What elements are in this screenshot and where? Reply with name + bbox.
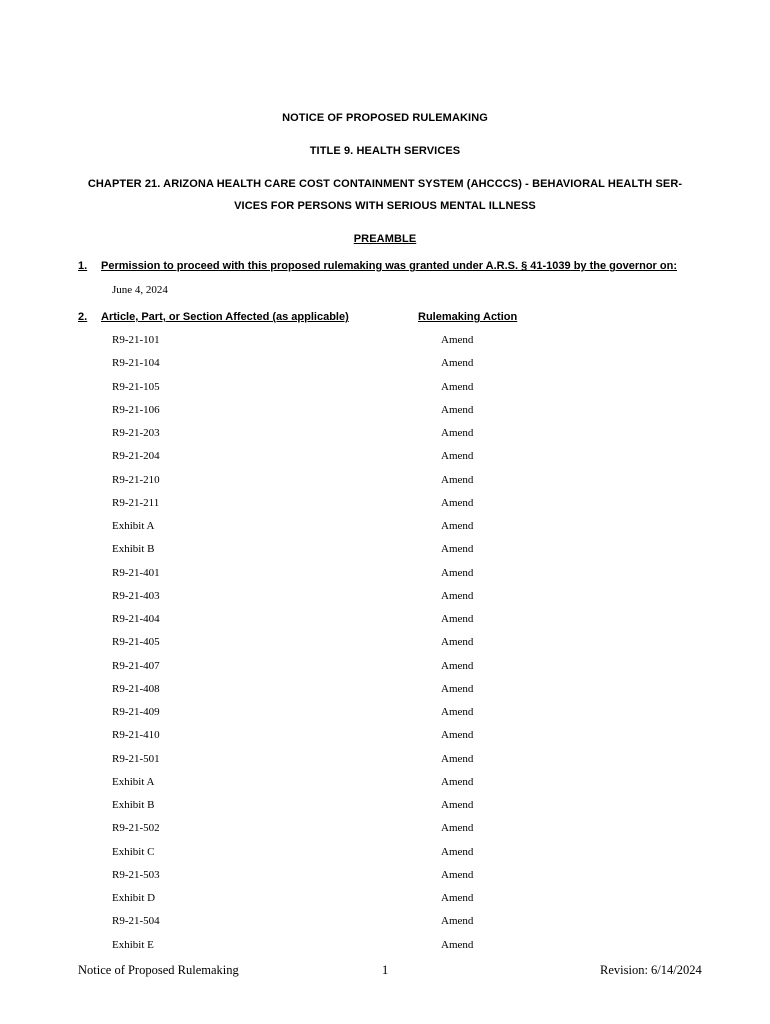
column-header-section: Article, Part, or Section Affected (as applicable) [101, 311, 349, 323]
action-cell: Amend [441, 775, 474, 788]
item-1-number: 1. [78, 260, 88, 272]
table-row [0, 427, 770, 441]
table-row [0, 334, 770, 348]
table-row [0, 474, 770, 488]
section-cell: R9-21-401 [112, 566, 160, 579]
chapter-heading-line-2: VICES FOR PERSONS WITH SERIOUS MENTAL ILLNESS [234, 200, 536, 212]
section-cell: R9-21-504 [112, 915, 160, 928]
table-row [0, 753, 770, 767]
section-cell: R9-21-409 [112, 706, 160, 718]
action-cell: Amend [441, 496, 474, 509]
table-row [0, 636, 770, 650]
action-cell: Amend [441, 729, 474, 742]
action-cell: Amend [441, 566, 474, 579]
chapter-heading-line-1: CHAPTER 21. ARIZONA HEALTH CARE COST CONTAINMENT SYSTEM (AHCCCS) - BEHAVIORAL HEALTH SER- [87, 178, 683, 190]
action-cell: Amend [441, 799, 474, 811]
table-row [0, 404, 770, 418]
section-cell: R9-21-211 [112, 496, 160, 509]
section-cell: R9-21-503 [112, 868, 160, 881]
table-row [0, 520, 770, 534]
action-cell: Amend [441, 450, 474, 463]
table-row [0, 613, 770, 627]
table-row [0, 567, 770, 581]
table-row [0, 915, 770, 929]
table-row [0, 846, 770, 860]
action-cell: Amend [441, 589, 474, 602]
section-cell: Exhibit D [112, 892, 156, 904]
section-cell: R9-21-104 [112, 357, 160, 370]
column-header-action: Rulemaking Action [418, 311, 518, 323]
title-heading: TITLE 9. HEALTH SERVICES [309, 145, 461, 157]
item-2-number: 2. [78, 311, 88, 323]
section-cell: R9-21-203 [112, 427, 160, 439]
section-cell: R9-21-101 [112, 334, 160, 346]
action-cell: Amend [441, 845, 474, 858]
action-cell: Amend [441, 520, 474, 532]
section-cell: Exhibit B [112, 799, 155, 811]
document-title: NOTICE OF PROPOSED RULEMAKING [282, 112, 488, 124]
table-row [0, 497, 770, 511]
section-cell: Exhibit A [112, 775, 155, 788]
table-row [0, 590, 770, 604]
table-row [0, 799, 770, 813]
table-row [0, 357, 770, 371]
section-cell: R9-21-210 [112, 473, 160, 486]
action-cell: Amend [441, 473, 474, 486]
action-cell: Amend [441, 752, 474, 765]
table-row [0, 660, 770, 674]
table-row [0, 683, 770, 697]
section-cell: R9-21-410 [112, 729, 160, 742]
table-row [0, 892, 770, 906]
section-cell: Exhibit E [112, 938, 154, 951]
action-cell: Amend [441, 868, 474, 881]
section-cell: R9-21-502 [112, 822, 160, 835]
action-cell: Amend [441, 636, 474, 649]
section-cell: R9-21-501 [112, 752, 160, 765]
action-cell: Amend [441, 380, 474, 393]
section-cell: R9-21-403 [112, 589, 160, 602]
section-cell: R9-21-105 [112, 380, 160, 393]
footer-title: Notice of Proposed Rulemaking [78, 963, 239, 977]
action-cell: Amend [441, 892, 474, 904]
section-cell: Exhibit A [112, 520, 155, 532]
table-row [0, 706, 770, 720]
action-cell: Amend [441, 682, 474, 695]
action-cell: Amend [441, 613, 474, 625]
action-cell: Amend [441, 659, 474, 672]
table-row [0, 381, 770, 395]
table-row [0, 869, 770, 883]
section-cell: R9-21-404 [112, 613, 160, 625]
table-row [0, 729, 770, 743]
section-cell: R9-21-106 [112, 403, 160, 416]
action-cell: Amend [441, 357, 474, 370]
section-cell: Exhibit B [112, 543, 155, 556]
action-cell: Amend [441, 938, 474, 951]
action-cell: Amend [441, 427, 474, 439]
action-cell: Amend [441, 822, 474, 835]
table-row [0, 543, 770, 557]
item-1-heading: Permission to proceed with this proposed rulemaking was granted under A.R.S. § 41-1039 by the governor on: [101, 260, 677, 272]
page-number: 1 [382, 963, 389, 977]
action-cell: Amend [441, 706, 474, 718]
table-row [0, 776, 770, 790]
preamble-heading: PREAMBLE [353, 233, 417, 245]
section-cell: R9-21-204 [112, 450, 160, 463]
section-cell: R9-21-408 [112, 682, 160, 695]
section-cell: R9-21-405 [112, 636, 160, 649]
section-cell: Exhibit C [112, 845, 155, 858]
action-cell: Amend [441, 543, 474, 556]
table-row [0, 450, 770, 464]
table-row [0, 939, 770, 953]
section-cell: R9-21-407 [112, 659, 160, 672]
action-cell: Amend [441, 403, 474, 416]
action-cell: Amend [441, 334, 474, 346]
action-cell: Amend [441, 915, 474, 928]
approval-date: June 4, 2024 [112, 284, 168, 296]
revision-date: Revision: 6/14/2024 [600, 963, 702, 977]
table-row [0, 822, 770, 836]
